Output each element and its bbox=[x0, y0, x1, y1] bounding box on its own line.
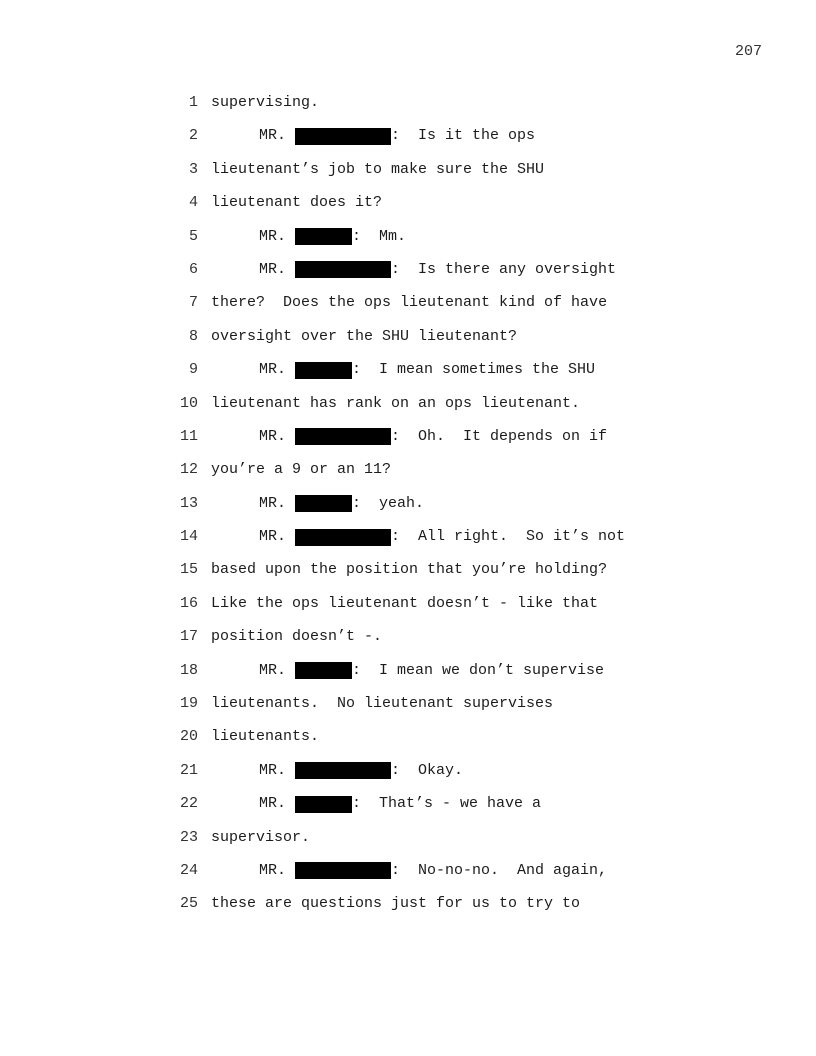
line-text bbox=[259, 360, 595, 380]
line-number: 19 bbox=[179, 695, 198, 713]
line-text bbox=[211, 160, 544, 180]
redaction-box bbox=[295, 495, 352, 512]
line-number: 23 bbox=[179, 828, 198, 846]
spoken-text: : Okay. bbox=[391, 761, 464, 779]
redaction-box bbox=[295, 796, 352, 813]
redaction-box bbox=[295, 128, 391, 145]
transcript-line bbox=[0, 828, 816, 861]
line-text bbox=[259, 126, 535, 146]
spoken-text: : I mean sometimes the SHU bbox=[352, 361, 596, 379]
line-text bbox=[211, 193, 382, 213]
line-content: Like the ops lieutenant doesn’t - like that bbox=[211, 594, 599, 612]
transcript-line bbox=[0, 327, 816, 360]
line-number: 11 bbox=[179, 427, 198, 445]
line-number: 24 bbox=[179, 861, 198, 879]
transcript-line bbox=[0, 126, 816, 159]
line-text bbox=[259, 227, 406, 247]
speaker-label: MR. bbox=[259, 861, 287, 879]
line-text bbox=[259, 861, 607, 881]
line-number: 17 bbox=[179, 628, 198, 646]
line-content: supervising. bbox=[211, 94, 320, 111]
line-text bbox=[211, 394, 580, 414]
speaker-label: MR. bbox=[259, 361, 287, 379]
transcript-line bbox=[0, 594, 816, 627]
redaction-box bbox=[295, 762, 391, 779]
transcript-line bbox=[0, 527, 816, 560]
transcript-line bbox=[0, 427, 816, 460]
line-text bbox=[211, 293, 607, 313]
line-text bbox=[211, 627, 382, 647]
line-text bbox=[211, 727, 319, 747]
line-number: 1 bbox=[188, 94, 198, 111]
redaction-box bbox=[295, 529, 391, 546]
spoken-text: : That’s - we have a bbox=[352, 795, 542, 813]
transcript-line bbox=[0, 360, 816, 393]
spoken-text: : Oh. It depends on if bbox=[391, 427, 608, 445]
speaker-label: MR. bbox=[259, 494, 287, 512]
redaction-box bbox=[295, 261, 391, 278]
speaker-label: MR. bbox=[259, 127, 287, 145]
speaker-label: MR. bbox=[259, 661, 287, 679]
transcript-line bbox=[0, 761, 816, 794]
transcript-line bbox=[0, 494, 816, 527]
line-number: 14 bbox=[179, 528, 198, 546]
transcript-line bbox=[0, 93, 816, 126]
speaker-label: MR. bbox=[259, 795, 287, 813]
line-content: lieutenants. No lieutenant supervises bbox=[211, 695, 554, 713]
redaction-box bbox=[295, 362, 352, 379]
line-number: 22 bbox=[179, 795, 198, 813]
line-text bbox=[259, 527, 625, 547]
line-content: lieutenants. bbox=[211, 728, 320, 746]
spoken-text: : No-no-no. And again, bbox=[391, 861, 608, 879]
speaker-label: MR. bbox=[259, 761, 287, 779]
transcript-line bbox=[0, 727, 816, 760]
transcript-lines bbox=[0, 93, 816, 928]
line-number: 16 bbox=[179, 594, 198, 612]
line-number: 2 bbox=[188, 127, 198, 145]
spoken-text: : Mm. bbox=[352, 227, 407, 245]
line-text bbox=[259, 494, 424, 514]
transcript-line bbox=[0, 260, 816, 293]
line-text bbox=[259, 427, 607, 447]
line-content: lieutenant does it? bbox=[211, 194, 383, 212]
speaker-label: MR. bbox=[259, 227, 287, 245]
line-text bbox=[259, 260, 616, 280]
line-number: 3 bbox=[188, 160, 198, 178]
line-number: 10 bbox=[179, 394, 198, 412]
line-number: 18 bbox=[179, 661, 198, 679]
spoken-text: : Is it the ops bbox=[391, 127, 536, 145]
transcript-line bbox=[0, 694, 816, 727]
transcript-line bbox=[0, 460, 816, 493]
redaction-box bbox=[295, 862, 391, 879]
speaker-label: MR. bbox=[259, 427, 287, 445]
transcript-line bbox=[0, 560, 816, 593]
line-content: supervisor. bbox=[211, 828, 311, 846]
line-content: oversight over the SHU lieutenant? bbox=[211, 327, 518, 345]
transcript-line bbox=[0, 627, 816, 660]
line-content: based upon the position that you’re holding? bbox=[211, 561, 608, 579]
line-text bbox=[211, 594, 598, 614]
transcript-line bbox=[0, 293, 816, 326]
speaker-label: MR. bbox=[259, 528, 287, 546]
line-text bbox=[211, 93, 319, 113]
spoken-text: : I mean we don’t supervise bbox=[352, 661, 605, 679]
line-number: 5 bbox=[188, 227, 198, 245]
line-content: there? Does the ops lieutenant kind of have bbox=[211, 294, 608, 312]
line-number: 9 bbox=[188, 361, 198, 379]
transcript-line bbox=[0, 394, 816, 427]
line-text bbox=[211, 828, 310, 848]
line-number: 8 bbox=[188, 327, 198, 345]
line-text bbox=[211, 694, 553, 714]
line-number: 13 bbox=[179, 494, 198, 512]
line-number: 25 bbox=[179, 895, 198, 913]
line-content: lieutenant’s job to make sure the SHU bbox=[211, 160, 545, 178]
transcript-line bbox=[0, 160, 816, 193]
line-number: 7 bbox=[188, 294, 198, 312]
line-content: lieutenant has rank on an ops lieutenant. bbox=[211, 394, 581, 412]
redaction-box bbox=[295, 428, 391, 445]
page-number: 207 bbox=[734, 43, 762, 60]
line-text bbox=[211, 894, 580, 914]
transcript-line bbox=[0, 661, 816, 694]
speaker-label: MR. bbox=[259, 260, 287, 278]
transcript-line bbox=[0, 894, 816, 927]
redaction-box bbox=[295, 662, 352, 679]
line-number: 20 bbox=[179, 728, 198, 746]
line-text bbox=[259, 661, 604, 681]
line-text bbox=[211, 560, 607, 580]
line-text bbox=[259, 794, 541, 814]
line-text bbox=[211, 327, 517, 347]
spoken-text: : All right. So it’s not bbox=[391, 528, 626, 546]
line-content: position doesn’t -. bbox=[211, 628, 383, 646]
line-number: 21 bbox=[179, 761, 198, 779]
transcript-line bbox=[0, 193, 816, 226]
line-number: 6 bbox=[188, 260, 198, 278]
transcript-line bbox=[0, 794, 816, 827]
line-number: 15 bbox=[179, 561, 198, 579]
line-number: 4 bbox=[188, 194, 198, 212]
line-text bbox=[259, 761, 463, 781]
transcript-line bbox=[0, 861, 816, 894]
spoken-text: : Is there any oversight bbox=[391, 260, 617, 278]
line-number: 12 bbox=[179, 461, 198, 479]
line-text bbox=[211, 460, 391, 480]
redaction-box bbox=[295, 228, 352, 245]
spoken-text: : yeah. bbox=[352, 494, 425, 512]
line-content: you’re a 9 or an 11? bbox=[211, 461, 392, 479]
transcript-line bbox=[0, 227, 816, 260]
line-content: these are questions just for us to try to bbox=[211, 895, 581, 913]
